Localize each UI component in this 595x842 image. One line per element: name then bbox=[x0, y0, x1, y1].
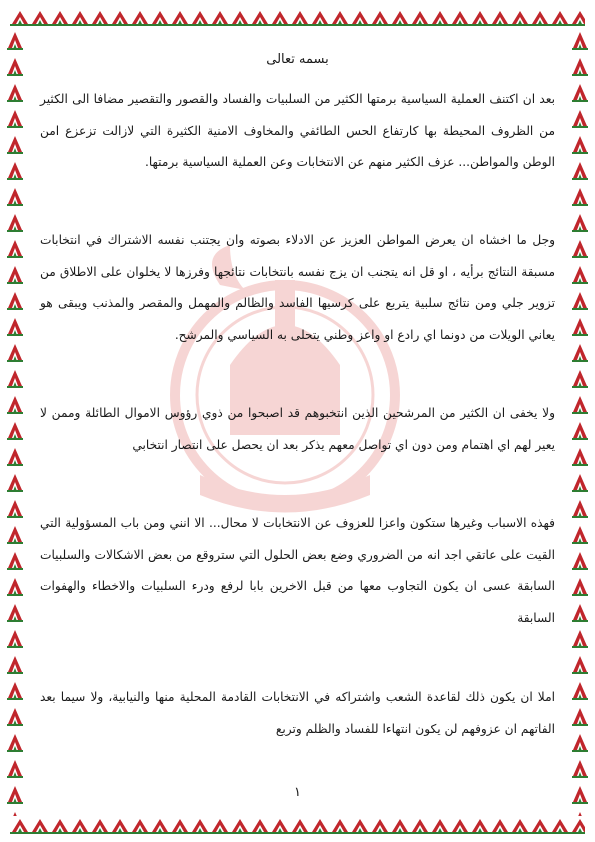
page-number: ١ bbox=[294, 785, 301, 800]
paragraph-4: فهذه الاسباب وغيرها ستكون واعزا للعزوف عن الانتخابات لا محال... الا انني ومن باب المسؤولية التي القيت على عاتقي اجد انه من الضروري وضع بعض الحلول التي ستروقع من بعض الاشكالات والسلبيات السابقة عسى ان يكون التجاوب معها من قبل الاخرين بابا لرفع ودرء السلبيات والاخطاء والهفوات السابقة bbox=[40, 516, 555, 625]
paragraph-2: وجل ما اخشاه ان يعرض المواطن العزيز عن الادلاء بصوته وان يجتنب نفسه الاشتراك في انتخابات مسبقة النتائج برأيه ، او قل انه يتجنب ان يزج نفسه بانتخابات نتائجها وفرزها لا يخلوان على الاطلاق من تزوير جلي ومن نتائج سلبية يتربع على كرسيها الفاسد والظالم والمهمل والمقصر والمذنب ويبقى هو يعاني الويلات من دونما اي رادع او واعز وطني يتحلى به السياسي والمرشح. bbox=[40, 233, 555, 342]
paragraph-3: ولا يخفى ان الكثير من المرشحين الذين انتخبوهم قد اصبحوا من ذوي رؤوس الاموال الطائلة وممن لا يعير لهم اي اهتمام ومن دون اي تواصل معهم يذكر بعد ان يحصل على انتصار انتخابي bbox=[40, 406, 555, 452]
ornamental-border-top bbox=[10, 8, 585, 26]
ornamental-border-right bbox=[571, 26, 589, 816]
ornamental-border-left bbox=[6, 26, 24, 816]
document-body bbox=[40, 40, 555, 810]
document-heading: بسمه تعالى bbox=[266, 52, 329, 67]
paragraph-5: املا ان يكون ذلك لقاعدة الشعب واشتراكه في الانتخابات القادمة المحلية منها والنيابية، ولا سيما بعد الفاتهم ان عزوفهم لن يكون انتهاءا للفساد والظلم وتربع bbox=[40, 690, 555, 736]
paragraph-1: بعد ان اكتنف العملية السياسية برمتها الكثير من السلبيات والفساد والقصور والتقصير مضافا الى الكثير من الظروف المحيطة بها كارتفاع الحس الطائفي والمخاوف الامنية الكثيرة التي لازالت تزعزع امن الوطن والمواطن... عزف الكثير منهم عن الانتخابات وعن العملية السياسية برمتها. bbox=[40, 92, 555, 169]
ornamental-border-bottom bbox=[10, 816, 585, 834]
